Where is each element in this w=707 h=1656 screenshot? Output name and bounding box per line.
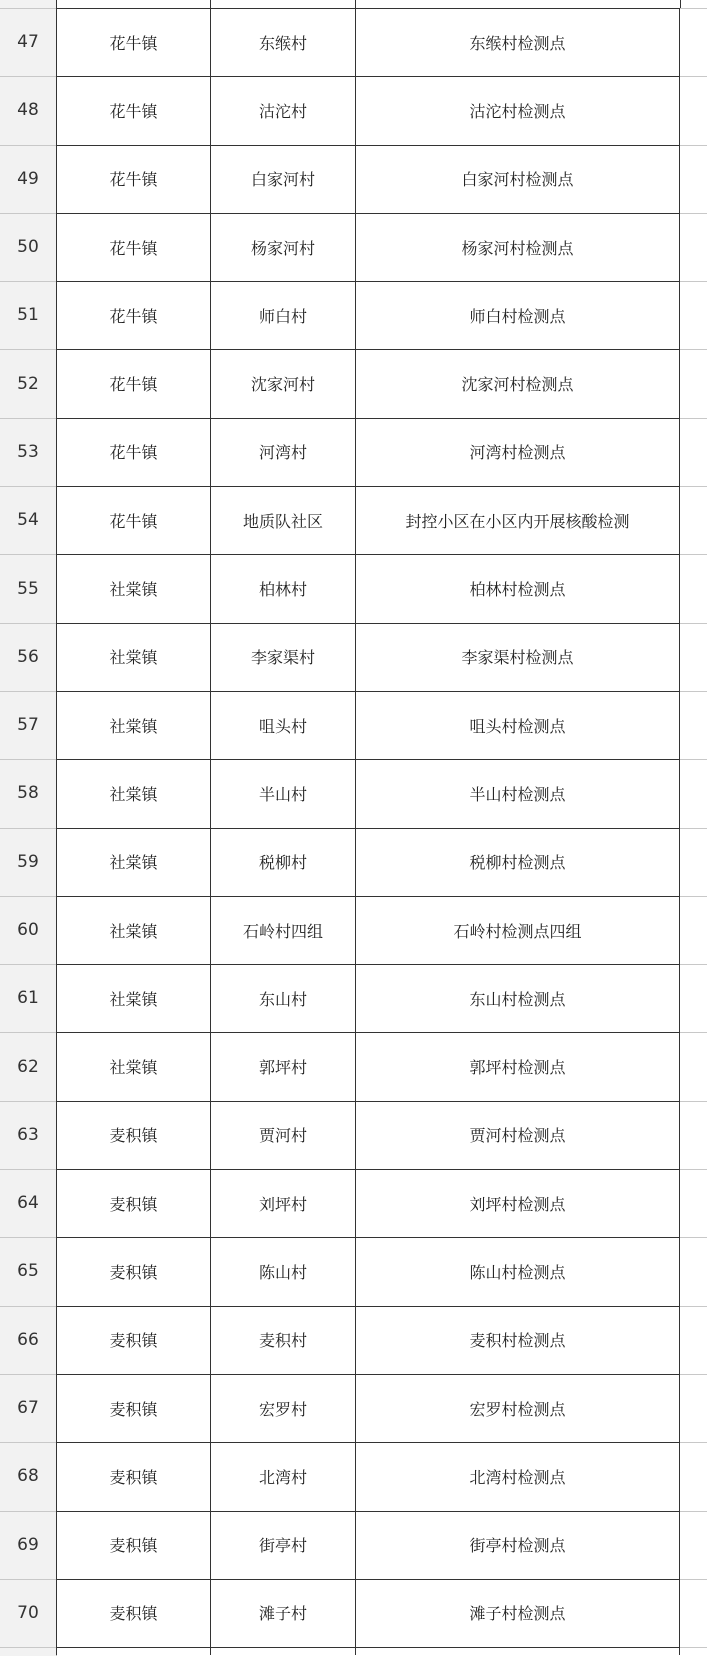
village-cell[interactable]: 刘坪村 — [210, 1169, 355, 1237]
testing-site-cell[interactable]: 沽沱村检测点 — [355, 76, 680, 144]
village-cell[interactable]: 白家河村 — [210, 145, 355, 213]
row-number[interactable]: 61 — [17, 988, 39, 1009]
table-row[interactable] — [0, 623, 707, 691]
table-row[interactable] — [0, 486, 707, 554]
row-number[interactable]: 47 — [17, 32, 39, 53]
table-row[interactable] — [0, 964, 707, 1032]
row-number[interactable]: 56 — [17, 646, 39, 667]
village-cell[interactable]: 东缑村 — [210, 8, 355, 76]
testing-site-cell[interactable]: 宏罗村检测点 — [355, 1374, 680, 1442]
table-row[interactable] — [0, 1442, 707, 1510]
town-cell[interactable]: 麦积镇 — [56, 1442, 210, 1510]
town-cell[interactable]: 社棠镇 — [56, 623, 210, 691]
row-number[interactable]: 51 — [17, 305, 39, 326]
testing-site-cell[interactable]: 白家河村检测点 — [355, 145, 680, 213]
row-number[interactable]: 67 — [17, 1398, 39, 1419]
row-number[interactable]: 58 — [17, 783, 39, 804]
row-number[interactable]: 48 — [17, 100, 39, 121]
row-number[interactable]: 50 — [17, 237, 39, 258]
table-row[interactable] — [0, 1032, 707, 1100]
town-cell[interactable]: 花牛镇 — [56, 349, 210, 417]
village-cell-stub — [210, 1647, 355, 1655]
village-cell[interactable]: 柏林村 — [210, 554, 355, 622]
village-cell[interactable]: 贾河村 — [210, 1101, 355, 1169]
town-cell[interactable]: 花牛镇 — [56, 145, 210, 213]
table-row[interactable] — [0, 418, 707, 486]
town-cell[interactable]: 社棠镇 — [56, 1032, 210, 1100]
town-cell[interactable]: 麦积镇 — [56, 1101, 210, 1169]
testing-site-cell[interactable]: 河湾村检测点 — [355, 418, 680, 486]
village-cell[interactable]: 半山村 — [210, 759, 355, 827]
town-cell[interactable]: 花牛镇 — [56, 76, 210, 144]
testing-site-cell[interactable]: 贾河村检测点 — [355, 1101, 680, 1169]
testing-site-cell[interactable]: 郭坪村检测点 — [355, 1032, 680, 1100]
testing-site-cell[interactable]: 街亭村检测点 — [355, 1511, 680, 1579]
table-row[interactable] — [0, 1306, 707, 1374]
village-cell[interactable]: 陈山村 — [210, 1237, 355, 1305]
table-row[interactable] — [0, 759, 707, 827]
row-number[interactable]: 59 — [17, 851, 39, 872]
town-cell[interactable]: 社棠镇 — [56, 554, 210, 622]
town-cell[interactable]: 花牛镇 — [56, 281, 210, 349]
testing-site-cell[interactable]: 税柳村检测点 — [355, 828, 680, 896]
testing-site-cell[interactable]: 半山村检测点 — [355, 759, 680, 827]
table-row[interactable] — [0, 828, 707, 896]
table-row[interactable] — [0, 896, 707, 964]
table-row[interactable] — [0, 1579, 707, 1647]
town-cell[interactable]: 花牛镇 — [56, 213, 210, 281]
village-cell[interactable]: 郭坪村 — [210, 1032, 355, 1100]
table-row[interactable] — [0, 1169, 707, 1237]
town-cell[interactable]: 社棠镇 — [56, 691, 210, 759]
row-number[interactable]: 63 — [17, 1124, 39, 1145]
testing-site-cell[interactable]: 沈家河村检测点 — [355, 349, 680, 417]
village-cell[interactable]: 宏罗村 — [210, 1374, 355, 1442]
row-number[interactable]: 68 — [17, 1466, 39, 1487]
testing-site-cell[interactable]: 封控小区在小区内开展核酸检测 — [355, 486, 680, 554]
town-cell[interactable]: 麦积镇 — [56, 1579, 210, 1647]
testing-site-cell[interactable]: 石岭村检测点四组 — [355, 896, 680, 964]
table-row[interactable] — [0, 1101, 707, 1169]
table-row[interactable] — [0, 8, 707, 76]
row-number[interactable]: 57 — [17, 715, 39, 736]
town-cell-stub — [56, 1647, 210, 1655]
town-cell[interactable]: 麦积镇 — [56, 1306, 210, 1374]
row-number[interactable]: 69 — [17, 1534, 39, 1555]
next-row-stub — [0, 1647, 707, 1655]
table-row[interactable] — [0, 1511, 707, 1579]
town-cell[interactable]: 社棠镇 — [56, 828, 210, 896]
row-number[interactable]: 53 — [17, 441, 39, 462]
table-row[interactable] — [0, 1374, 707, 1442]
table-row[interactable] — [0, 1237, 707, 1305]
village-cell[interactable]: 河湾村 — [210, 418, 355, 486]
town-cell[interactable]: 花牛镇 — [56, 486, 210, 554]
row-number[interactable]: 62 — [17, 1056, 39, 1077]
village-cell[interactable]: 北湾村 — [210, 1442, 355, 1510]
table-row[interactable] — [0, 281, 707, 349]
town-cell[interactable]: 社棠镇 — [56, 964, 210, 1032]
testing-site-cell[interactable]: 杨家河村检测点 — [355, 213, 680, 281]
testing-site-cell[interactable]: 东山村检测点 — [355, 964, 680, 1032]
village-cell[interactable]: 街亭村 — [210, 1511, 355, 1579]
table-row[interactable] — [0, 691, 707, 759]
row-number[interactable]: 55 — [17, 578, 39, 599]
previous-row-stub — [0, 0, 707, 8]
town-cell[interactable]: 花牛镇 — [56, 418, 210, 486]
table-row[interactable] — [0, 349, 707, 417]
village-cell[interactable]: 麦积村 — [210, 1306, 355, 1374]
town-cell[interactable]: 麦积镇 — [56, 1169, 210, 1237]
town-cell[interactable]: 麦积镇 — [56, 1237, 210, 1305]
testing-site-cell[interactable]: 咀头村检测点 — [355, 691, 680, 759]
testing-site-cell[interactable]: 李家渠村检测点 — [355, 623, 680, 691]
village-cell[interactable]: 东山村 — [210, 964, 355, 1032]
table-row[interactable] — [0, 76, 707, 144]
testing-site-cell[interactable]: 北湾村检测点 — [355, 1442, 680, 1510]
row-number[interactable]: 64 — [17, 1193, 39, 1214]
row-number[interactable]: 60 — [17, 920, 39, 940]
table-row[interactable] — [0, 145, 707, 213]
testing-site-cell[interactable]: 柏林村检测点 — [355, 554, 680, 622]
village-cell[interactable]: 沽沱村 — [210, 76, 355, 144]
village-cell[interactable]: 地质队社区 — [210, 486, 355, 554]
village-cell[interactable]: 杨家河村 — [210, 213, 355, 281]
table-row[interactable] — [0, 213, 707, 281]
village-cell[interactable]: 税柳村 — [210, 828, 355, 896]
row-number[interactable]: 54 — [17, 510, 39, 531]
testing-site-cell[interactable]: 陈山村检测点 — [355, 1237, 680, 1305]
town-cell[interactable]: 麦积镇 — [56, 1511, 210, 1579]
site-cell-stub — [355, 1647, 680, 1655]
village-cell[interactable]: 咀头村 — [210, 691, 355, 759]
row-number[interactable]: 70 — [17, 1602, 39, 1623]
row-number[interactable]: 52 — [17, 373, 39, 394]
village-cell[interactable]: 李家渠村 — [210, 623, 355, 691]
town-cell[interactable]: 社棠镇 — [56, 896, 210, 964]
row-number[interactable]: 66 — [17, 1329, 39, 1350]
town-cell[interactable]: 花牛镇 — [56, 8, 210, 76]
village-cell[interactable]: 滩子村 — [210, 1579, 355, 1647]
testing-sites-table — [0, 8, 707, 1655]
testing-site-cell[interactable]: 滩子村检测点 — [355, 1579, 680, 1647]
testing-site-cell[interactable]: 东缑村检测点 — [355, 8, 680, 76]
row-number[interactable]: 49 — [17, 168, 39, 189]
table-row[interactable] — [0, 554, 707, 622]
town-cell[interactable]: 社棠镇 — [56, 759, 210, 827]
village-cell[interactable]: 石岭村四组 — [210, 896, 355, 964]
testing-site-cell[interactable]: 麦积村检测点 — [355, 1306, 680, 1374]
village-cell[interactable]: 师白村 — [210, 281, 355, 349]
town-cell[interactable]: 麦积镇 — [56, 1374, 210, 1442]
testing-site-cell[interactable]: 师白村检测点 — [355, 281, 680, 349]
village-cell[interactable]: 沈家河村 — [210, 349, 355, 417]
testing-site-cell[interactable]: 刘坪村检测点 — [355, 1169, 680, 1237]
row-number[interactable]: 65 — [17, 1261, 39, 1282]
